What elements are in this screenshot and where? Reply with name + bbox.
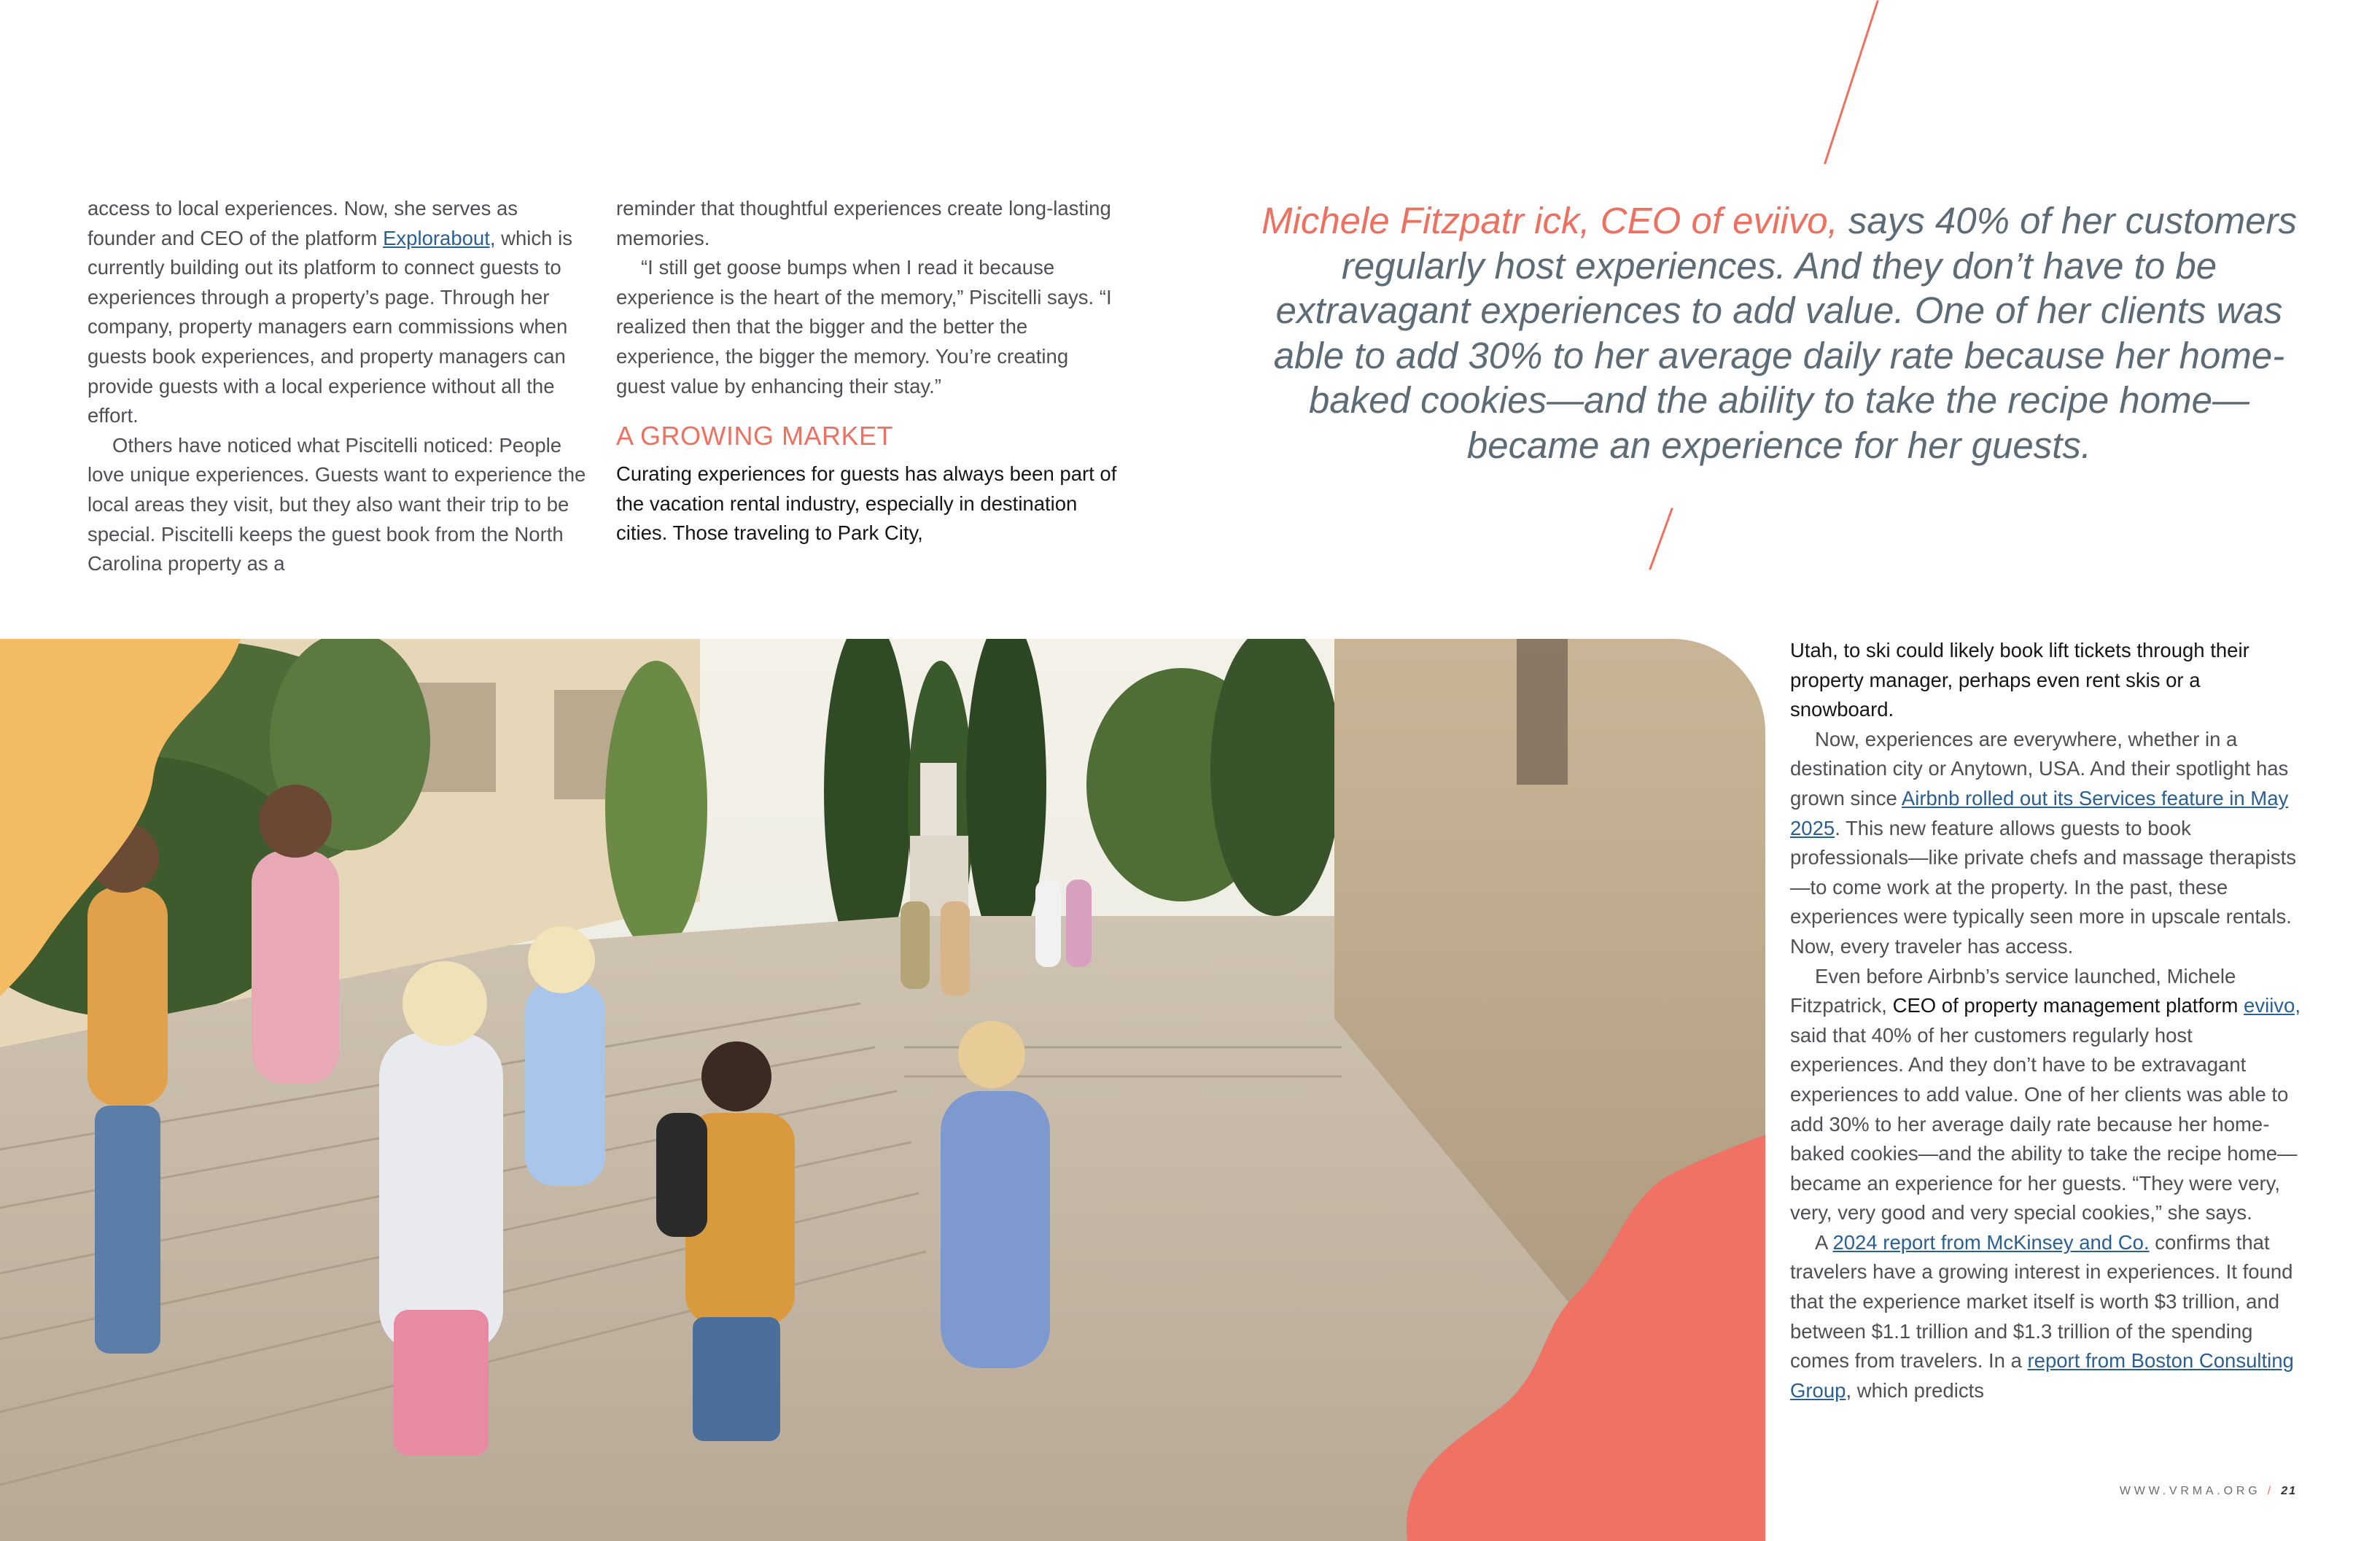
- paragraph: Curating experiences for guests has always been part of the vacation rental industry, especially in destination cities. Those traveling to Park City,: [616, 462, 1117, 545]
- paragraph: A 2024 report from McKinsey and Co. confirms that travelers have a growing interest in experiences. It found that the experience market itself is worth $3 trillion, and between $1.1 trillion and $1.3 trillion of the spending comes from travelers. In a report from Boston Consulting Group, which predicts: [1790, 1230, 2294, 1402]
- paragraph: Now, experiences are everywhere, whether in a destination city or Anytown, USA. And their spotlight has grown since Airbnb rolled out its Services feature in May 2025. This new feature allows guests to book professionals—like private chefs and massage therapists—to come work at the property. In the past, these experiences were typically seen more in upscale rentals. Now, every traveler has access.: [1790, 727, 2296, 958]
- paragraph: access to local experiences. Now, she serves as founder and CEO of the platform Explorabout, which is currently building out its platform to connect guests to experiences through a property’s page. Through her company, property managers earn commissions when guests book experiences, and property managers can provide guests with a local experience without all the effort.: [88, 197, 572, 427]
- mckinsey-report-link[interactable]: 2024 report from McKinsey and Co.: [1832, 1230, 2150, 1254]
- article-column-1: [88, 194, 591, 579]
- article-column-3: [1790, 636, 2301, 1405]
- bcg-report-link[interactable]: report from Boston Consulting Group: [1790, 1349, 2294, 1402]
- article-column-2: [616, 194, 1119, 548]
- decorative-slash-top: [1824, 0, 1879, 164]
- page-number: 21: [2281, 1485, 2297, 1497]
- page-footer: [2042, 1485, 2297, 1498]
- paragraph: Utah, to ski could likely book lift tickets through their property manager, perhaps even rent skis or a snowboard.: [1790, 639, 2249, 721]
- photo-tour-group-plaza: [0, 639, 1765, 1541]
- section-heading: A GROWING MARKET: [616, 421, 894, 451]
- site-url: WWW.VRMA.ORG: [2119, 1485, 2261, 1497]
- footer-separator: /: [2267, 1485, 2274, 1497]
- pull-quote: [1254, 198, 2304, 467]
- pull-quote-text: says 40% of her customers regularly host experiences. And they don’t have to be extravagant experiences to add value. One of her clients was able to add 30% to her average daily rate because her home-baked cookies—and the ability to take the recipe home—became an experience for her guests.: [1273, 200, 2297, 466]
- eviivo-link[interactable]: eviivo,: [2244, 994, 2301, 1017]
- paragraph: Others have noticed what Piscitelli noticed: People love unique experiences. Guests want to experience the local areas they visit, but they also want their trip to be special. Piscitelli keeps the guest book from the North Carolina property as a: [88, 433, 586, 575]
- paragraph: Even before Airbnb’s service launched, Michele Fitzpatrick, CEO of property management platform eviivo, said that 40% of her customers regularly host experiences. And they don’t have to be extravagant experiences to add value. One of her clients was able to add 30% to her average daily rate because her home-baked cookies—and the ability to take the recipe home—became an experience for her guests. “They were very, very, very good and very special cookies,” she says.: [1790, 964, 2301, 1224]
- explorabout-link[interactable]: Explorabout,: [383, 226, 496, 249]
- pull-quote-attribution: Michele Fitzpatr ick, CEO of eviivo,: [1261, 200, 1838, 241]
- paragraph: “I still get goose bumps when I read it because experience is the heart of the memory,” Piscitelli says. “I realized then that the bigger and the better the experience, the bigger the memory. You’re creating guest value by enhancing their stay.”: [616, 256, 1112, 397]
- paragraph: reminder that thoughtful experiences create long-lasting memories.: [616, 197, 1111, 249]
- article-photo: [0, 639, 1765, 1541]
- airbnb-services-link[interactable]: Airbnb rolled out its Services feature in May 2025: [1790, 786, 2289, 839]
- decorative-slash-bottom: [1649, 508, 1673, 570]
